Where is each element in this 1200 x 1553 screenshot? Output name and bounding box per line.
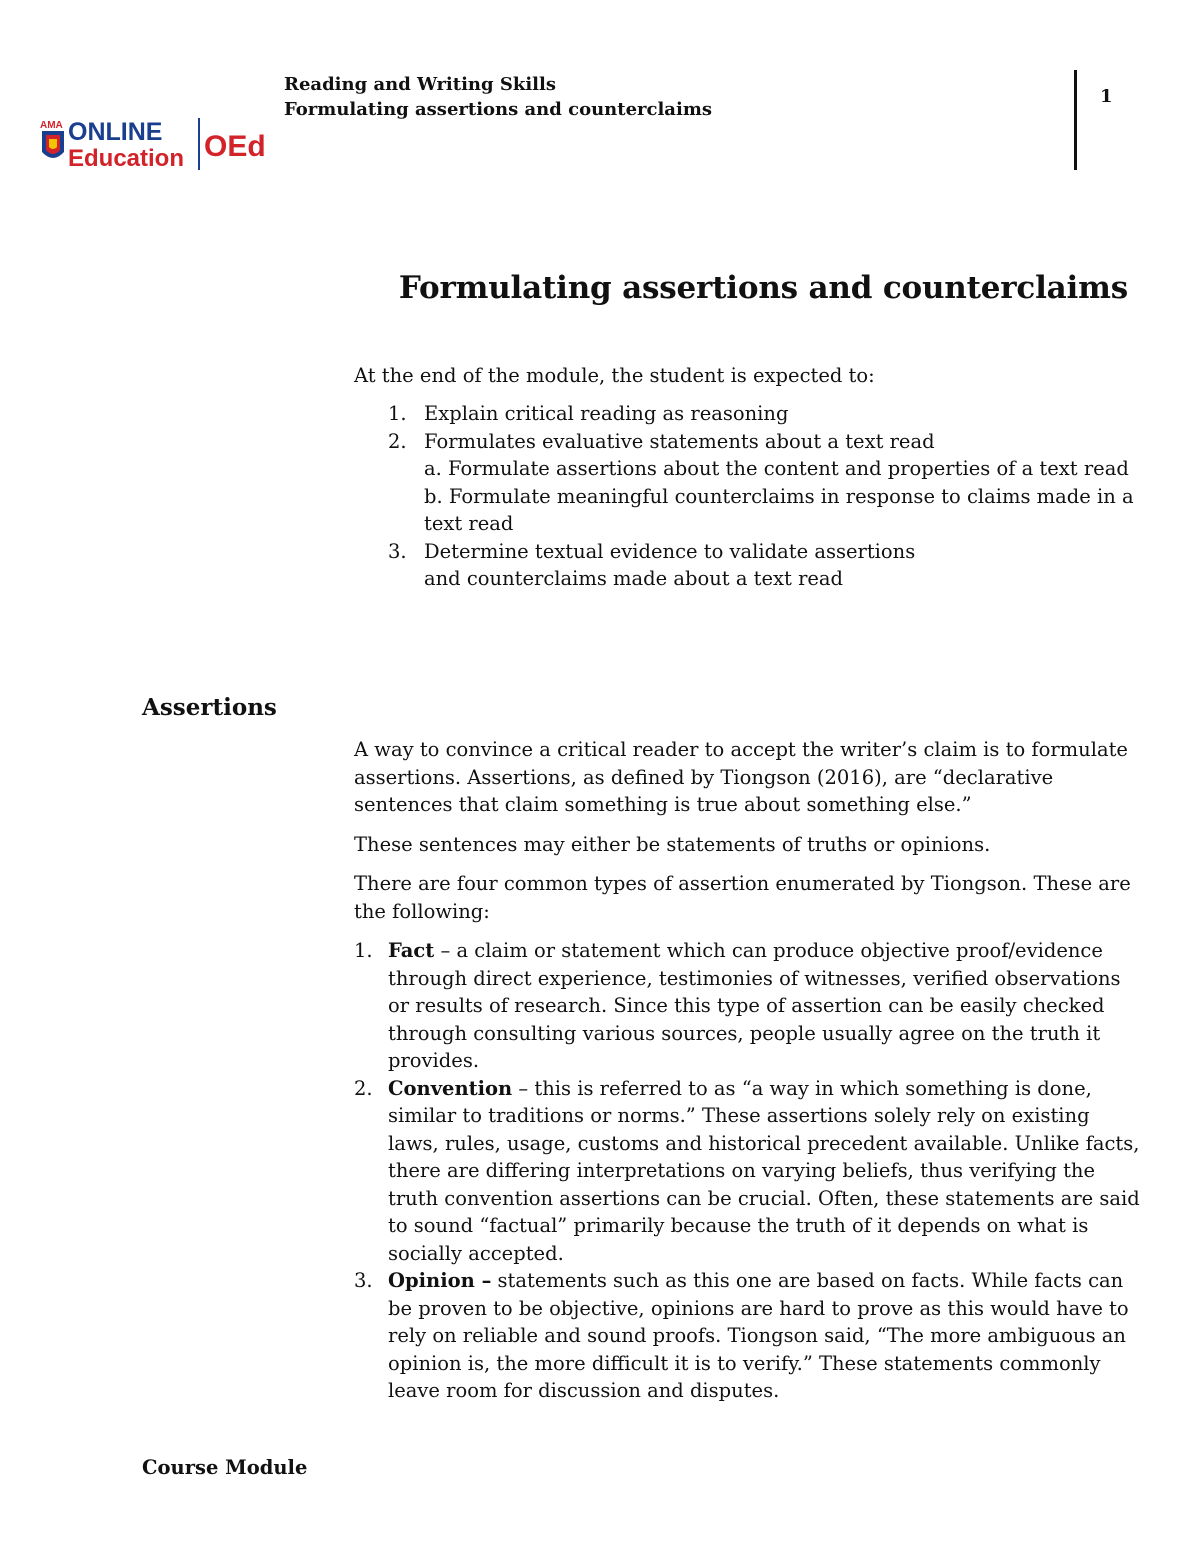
logo-oed-mark: OEd bbox=[204, 130, 266, 163]
course-name: Reading and Writing Skills bbox=[284, 74, 556, 95]
objective-number: 1. bbox=[388, 402, 407, 425]
objective-item bbox=[354, 400, 1144, 428]
logo-education-text: Education bbox=[68, 145, 185, 172]
type-description: – this is referred to as “a way in which something is done, similar to traditions or norms.” These assertions solely rely on existing laws, rules, usage, customs and historical precedent available. Unlike facts, there are differing interpretations on varying beliefs, thus verifying the truth convention assertions can be crucial. Often, these statements are said to sound “factual” primarily because the truth of it depends on what is socially accepted. bbox=[388, 1076, 1140, 1265]
assertions-paragraph: There are four common types of assertion enumerated by Tiongson. These are the following: bbox=[354, 872, 1131, 923]
type-number: 3. bbox=[354, 1269, 373, 1292]
objective-number: 3. bbox=[388, 539, 407, 563]
assertion-type-item bbox=[354, 1267, 1144, 1405]
ama-shield-icon bbox=[40, 120, 64, 158]
assertions-paragraph: These sentences may either be statements of truths or opinions. bbox=[354, 832, 991, 856]
objectives-intro: At the end of the module, the student is expected to: bbox=[354, 364, 875, 387]
objective-item bbox=[354, 428, 1144, 538]
type-description: statements such as this one are based on facts. While facts can be proven to be objective, opinions are hard to prove as this would have to rely on reliable and sound proofs. Tiongson said, “The more ambiguous an opinion is, the more difficult it is to verify.” These statements commonly leave room for discussion and disputes. bbox=[388, 1269, 1129, 1402]
logo-ama-text: AMA bbox=[40, 120, 63, 131]
assertion-type-item bbox=[354, 1075, 1144, 1268]
objective-text: Explain critical reading as reasoning bbox=[424, 402, 789, 425]
running-header bbox=[284, 72, 712, 122]
objective-number: 2. bbox=[388, 429, 407, 453]
objective-subitem-b: b. Formulate meaningful counterclaims in response to claims made in a text read bbox=[424, 484, 1134, 535]
type-number: 2. bbox=[354, 1076, 373, 1100]
type-term: Fact bbox=[388, 939, 435, 962]
type-term: Opinion – bbox=[388, 1269, 492, 1292]
type-number: 1. bbox=[354, 939, 373, 962]
objectives-list bbox=[354, 400, 1144, 593]
page-footer: Course Module bbox=[142, 1456, 308, 1479]
type-description: – a claim or statement which can produce objective proof/evidence through direct experience, testimonies of witnesses, verified observations or results of research. Since this type of assertion can be easily checked through consulting various sources, people usually agree on the truth it provides. bbox=[388, 939, 1121, 1072]
objective-subitem-a: a. Formulate assertions about the content and properties of a text read bbox=[424, 457, 1129, 480]
objective-text: Formulates evaluative statements about a text read bbox=[424, 429, 935, 453]
type-term: Convention bbox=[388, 1076, 513, 1100]
section-heading-assertions: Assertions bbox=[142, 694, 277, 721]
online-education-logo bbox=[38, 114, 270, 176]
page-title: Formulating assertions and counterclaims bbox=[398, 270, 1128, 306]
header-divider bbox=[1074, 70, 1077, 170]
assertions-paragraph: A way to convince a critical reader to accept the writer’s claim is to formulate assertions. Assertions, as defined by Tiongson (2016), are “declarative sentences that claim something is true about something else.” bbox=[354, 738, 1128, 816]
assertion-types-list bbox=[354, 937, 1144, 1405]
objective-text: Determine textual evidence to validate assertions bbox=[424, 539, 916, 563]
objective-item bbox=[354, 538, 1144, 593]
topic-name: Formulating assertions and counterclaims bbox=[284, 99, 712, 120]
assertion-type-item bbox=[354, 937, 1144, 1075]
page-number: 1 bbox=[1100, 86, 1113, 107]
logo-online-text: ONLINE bbox=[68, 118, 163, 146]
objective-text-continued: and counterclaims made about a text read bbox=[424, 567, 844, 590]
assertions-body bbox=[354, 736, 1144, 1405]
